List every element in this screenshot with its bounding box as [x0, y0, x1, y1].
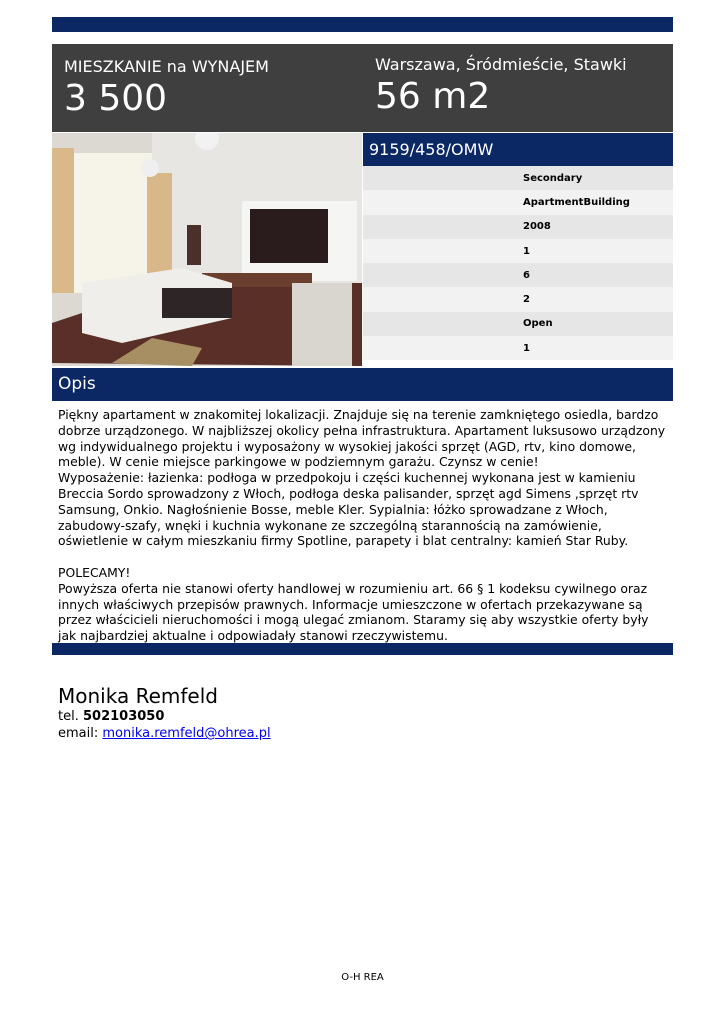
- description-heading-bar: [52, 368, 673, 401]
- param-row: [363, 263, 673, 287]
- param-value: 1: [523, 245, 530, 257]
- param-row: [363, 287, 673, 311]
- offer-area: 56 m2: [375, 76, 491, 117]
- offer-price: 3 500: [64, 78, 168, 119]
- param-row: [363, 239, 673, 263]
- param-value: Secondary: [523, 172, 583, 184]
- property-photo: [52, 133, 362, 366]
- param-value: 2: [523, 294, 530, 306]
- param-value: Open: [523, 318, 553, 330]
- description-text: Piękny apartament w znakomitej lokalizacji. Znajduje się na terenie zamkniętego osiedla, bardzo dobrze urządzonego. W najbliższej okolicy pełna infrastruktura. Apartament luksusowo urządzony wg indywidualnego projektu i wyposażony w wysokiej jakości sprzęt (AGD, rtv, kino domowe, meble). W cenie miejsce parkingowe w podziemnym garażu. Czynsz w cenie! Wyposażenie: łazienka: podłoga w przedpokoju i części kuchennej wykonana jest w kamieniu Breccia Sordo sprowadzony z Włoch, podłoga deska palisander, sprzęt agd Simens ,sprzęt rtv Samsung, Onkio. Nagłośnienie Bosse, meble Kler. Sypialnia: łóżko sprowadzane z Włoch, zabudowy-szafy, wnęki i kuchnia wykonane ze szczególną starannością na zamówienie, oświetlenie w całym mieszkaniu firmy Spotline, parapety i blat centralny: kamień Star Ruby. POLECAMY! Powyższa oferta nie stanowi oferty handlowej w rozumieniu art. 66 § 1 kodeksu cywilnego oraz innych właściwych przepisów prawnych. Informacje umieszczone w ofertach przekazywane są przez właścicieli nieruchomości i mogą ulegać zmianom. Staramy się aby wszystkie oferty były jak najbardziej aktualne i odpowiadały stanowi rzeczywistemu.: [58, 407, 666, 644]
- email-link[interactable]: monika.remfeld@ohrea.pl: [102, 726, 271, 741]
- param-row: [363, 312, 673, 336]
- offer-location: Warszawa, Śródmieście, Stawki: [375, 55, 627, 74]
- param-row: [363, 215, 673, 239]
- offer-header-left: [64, 57, 269, 119]
- param-row: [363, 166, 673, 190]
- params-table: [363, 166, 673, 360]
- top-accent-bar: [52, 17, 673, 32]
- bottom-accent-bar: [52, 643, 673, 655]
- param-row: [363, 336, 673, 360]
- phone-number: 502103050: [82, 709, 165, 724]
- agent-name: Monika Remfeld: [58, 684, 218, 708]
- reference-number: 9159/458/OMW: [369, 140, 494, 159]
- param-value: ApartmentBuilding: [523, 196, 630, 208]
- email-label: email:: [58, 726, 99, 741]
- param-value: 6: [523, 269, 530, 281]
- phone-label: tel.: [58, 709, 79, 724]
- agent-phone-line: [58, 708, 271, 725]
- offer-header: [52, 44, 673, 132]
- param-row: [363, 190, 673, 214]
- reference-bar: [363, 133, 673, 166]
- offer-type: MIESZKANIE na WYNAJEM: [64, 57, 269, 76]
- param-value: 1: [523, 342, 530, 354]
- agent-email-line: [58, 725, 271, 742]
- offer-header-right: [375, 55, 627, 117]
- description-heading: Opis: [58, 374, 96, 394]
- agent-contact: [58, 684, 271, 742]
- param-value: 2008: [523, 221, 551, 233]
- footer-company: O-H REA: [341, 972, 384, 983]
